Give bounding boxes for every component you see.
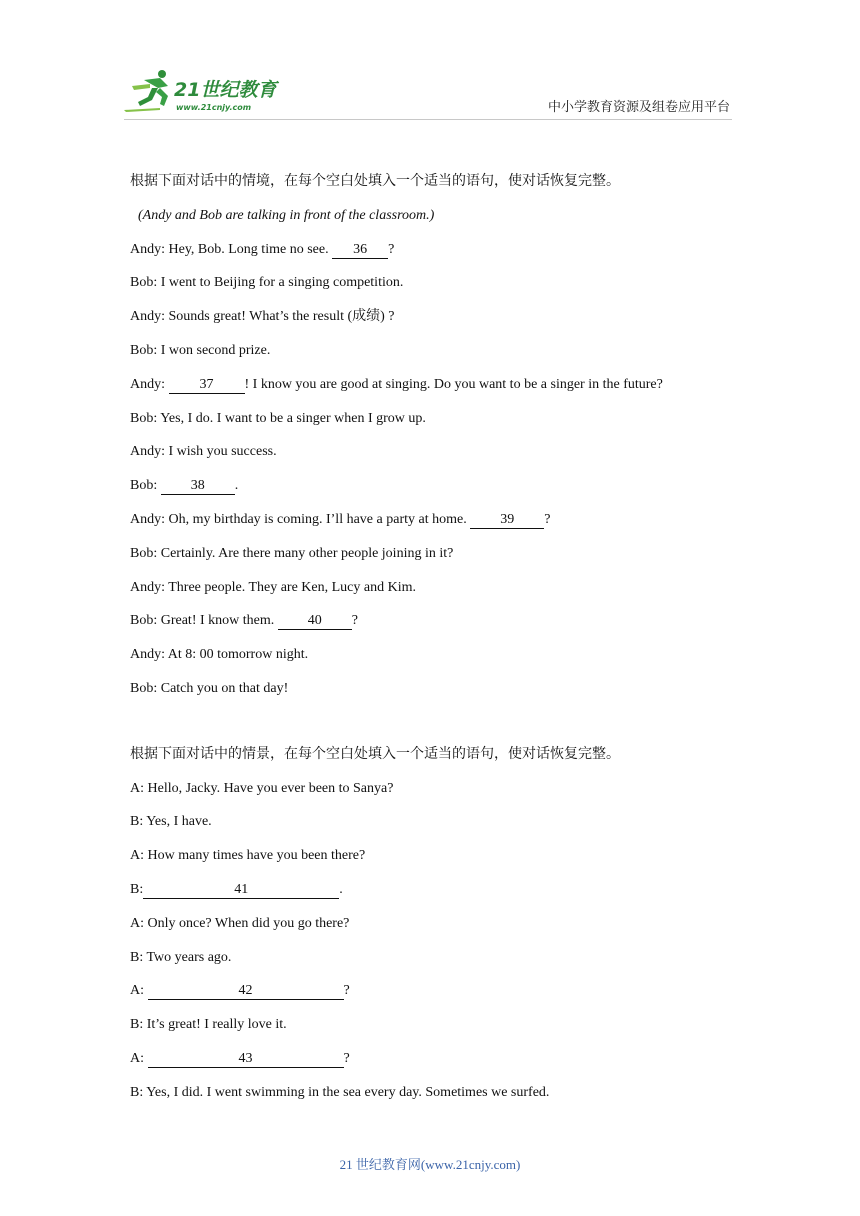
section1-instruction: 根据下面对话中的情境，在每个空白处填入一个适当的语句，使对话恢复完整。 (130, 174, 620, 189)
dialogue-line: Andy: Hey, Bob. Long time no see. 36 ? (130, 241, 395, 257)
dialogue-line: Bob: Catch you on that day! (130, 680, 289, 696)
answer-blank[interactable]: 43 (148, 1051, 344, 1068)
dialogue-line: Andy: At 8: 00 tomorrow night. (130, 647, 309, 663)
dialogue-line: Andy: Sounds great! What’s the result (成绩) ? (130, 309, 395, 325)
answer-blank[interactable]: 38 (161, 478, 235, 495)
dialogue-line: Bob: I went to Beijing for a singing competition. (130, 275, 404, 291)
answer-blank[interactable]: 39 (470, 512, 544, 529)
dialogue-line: Bob: Great! I know them. 40 ? (130, 613, 358, 629)
dialogue-line: Bob: Certainly. Are there many other people joining in it? (130, 545, 454, 561)
logo (124, 66, 294, 116)
header-title: 中小学教育资源及组卷应用平台 (547, 99, 730, 114)
dialogue-line: B: Yes, I have. (130, 814, 212, 830)
dialogue-line: B: It’s great! I really love it. (130, 1017, 287, 1033)
dialogue-line: A: Hello, Jacky. Have you ever been to Sanya? (130, 780, 394, 796)
dialogue-line: A: 43 ? (130, 1050, 350, 1066)
runner-icon (124, 70, 168, 112)
dialogue-line: Andy: Oh, my birthday is coming. I’ll have a party at home. 39 ? (130, 511, 551, 527)
page-footer: 21 世纪教育网(www.21cnjy.com) (339, 1157, 521, 1172)
answer-blank[interactable]: 36 (332, 242, 388, 259)
dialogue-line: Bob: 38 . (130, 478, 239, 494)
answer-blank[interactable]: 37 (169, 377, 245, 394)
section2-instruction: 根据下面对话中的情景，在每个空白处填入一个适当的语句，使对话恢复完整。 (130, 746, 620, 762)
dialogue-line: B: Yes, I did. I went swimming in the sea every day. Sometimes we surfed. (130, 1084, 550, 1100)
answer-blank[interactable]: 42 (148, 983, 344, 1000)
dialogue-line: A: 42 ? (130, 983, 350, 999)
document-body (130, 172, 750, 1117)
dialogue-line: Andy: 37 ! I know you are good at singing. Do you want to be a singer in the future? (130, 376, 663, 392)
section-gap (130, 713, 750, 745)
header-divider (124, 119, 732, 120)
answer-blank[interactable]: 41 (143, 882, 339, 899)
logo-url: www.21cnjy.com (176, 103, 252, 112)
logo-text: 21世纪教育 (174, 79, 277, 101)
dialogue-line: A: How many times have you been there? (130, 848, 366, 864)
dialogue-line: B: Two years ago. (130, 949, 232, 965)
dialogue-line: A: Only once? When did you go there? (130, 915, 350, 931)
dialogue-line: Bob: I won second prize. (130, 342, 271, 358)
dialogue-line: Bob: Yes, I do. I want to be a singer when I grow up. (130, 410, 426, 426)
dialogue-line: B: 41 . (130, 881, 343, 897)
page-header (0, 0, 860, 130)
answer-blank[interactable]: 40 (278, 613, 352, 630)
dialogue-line: Andy: I wish you success. (130, 444, 277, 460)
dialogue-line: Andy: Three people. They are Ken, Lucy and Kim. (130, 579, 417, 595)
section1-context: (Andy and Bob are talking in front of the classroom.) (138, 207, 435, 223)
